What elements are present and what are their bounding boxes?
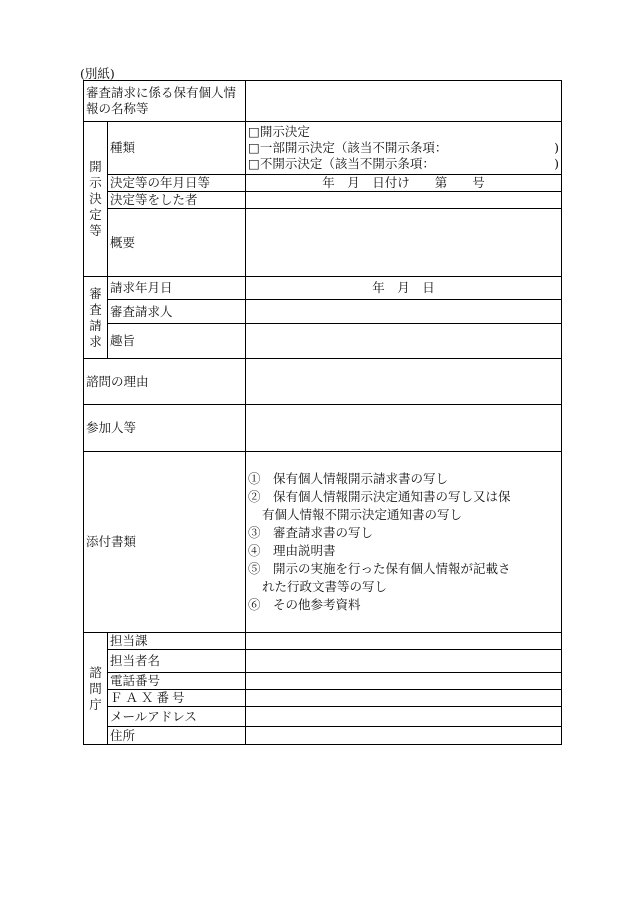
info-name-label: 審査請求に係る保有個人情報の名称等: [84, 81, 246, 122]
attachment-item-continued: 有個人情報不開示決定通知書の写し: [262, 507, 463, 522]
summary-label: 概要: [108, 209, 246, 277]
dept-value[interactable]: [246, 633, 562, 650]
fax-value[interactable]: [246, 690, 562, 707]
summary-value[interactable]: [246, 209, 562, 277]
request-date-label: 請求年月日: [108, 277, 246, 300]
consultation-form-table: [83, 80, 562, 745]
attachment-item: ④ 理由説明書: [248, 543, 336, 558]
email-label: メールアドレス: [108, 707, 246, 727]
fax-label: ＦＡＸ番号: [108, 690, 246, 707]
reason-value[interactable]: [246, 359, 562, 405]
attachment-item: ③ 審査請求書の写し: [248, 525, 374, 540]
phone-label: 電話番号: [108, 673, 246, 690]
person-value[interactable]: [246, 650, 562, 673]
participants-label: 参加人等: [84, 405, 246, 452]
full-disclosure-checkbox[interactable]: □開示決定: [248, 124, 310, 139]
decision-date-value[interactable]: 年 月 日付け 第 号: [246, 175, 562, 192]
reason-label: 諮問の理由: [84, 359, 246, 405]
non-disclosure-checkbox[interactable]: □不開示決定（該当不開示条項： ): [248, 156, 560, 171]
address-value[interactable]: [246, 727, 562, 745]
email-value[interactable]: [246, 707, 562, 727]
decider-label: 決定等をした者: [108, 192, 246, 209]
attachment-item: ② 保有個人情報開示決定通知書の写し又は保: [248, 489, 511, 504]
participants-value[interactable]: [246, 405, 562, 452]
attachments-list: [246, 452, 562, 633]
decider-value[interactable]: [246, 192, 562, 209]
purpose-label: 趣旨: [108, 324, 246, 359]
requester-label: 審査請求人: [108, 300, 246, 324]
request-section-label: 審 査 請 求: [84, 277, 108, 359]
person-label: 担当者名: [108, 650, 246, 673]
requester-value[interactable]: [246, 300, 562, 324]
request-date-value[interactable]: 年 月 日: [246, 277, 562, 300]
attachment-item: ① 保有個人情報開示請求書の写し: [248, 471, 449, 486]
address-label: 住所: [108, 727, 246, 745]
attachment-item: ⑥ その他参考資料: [248, 597, 361, 612]
purpose-value[interactable]: [246, 324, 562, 359]
attachment-item: ⑤ 開示の実施を行った保有個人情報が記載さ: [248, 561, 511, 576]
decision-date-label: 決定等の年月日等: [108, 175, 246, 192]
dept-label: 担当課: [108, 633, 246, 650]
attachment-item-continued: れた行政文書等の写し: [262, 579, 388, 594]
kind-label: 種類: [108, 122, 246, 175]
attachments-label: 添付書類: [84, 452, 246, 633]
opening-decision-section-label: 開 示 決 定 等: [84, 122, 108, 277]
agency-section-label: 諮 問 庁: [84, 633, 108, 745]
info-name-value[interactable]: [246, 81, 562, 122]
phone-value[interactable]: [246, 673, 562, 690]
kind-options: [246, 122, 562, 175]
partial-disclosure-checkbox[interactable]: □一部開示決定（該当不開示条項： ): [248, 140, 560, 155]
annex-note: (別紙): [80, 66, 115, 81]
